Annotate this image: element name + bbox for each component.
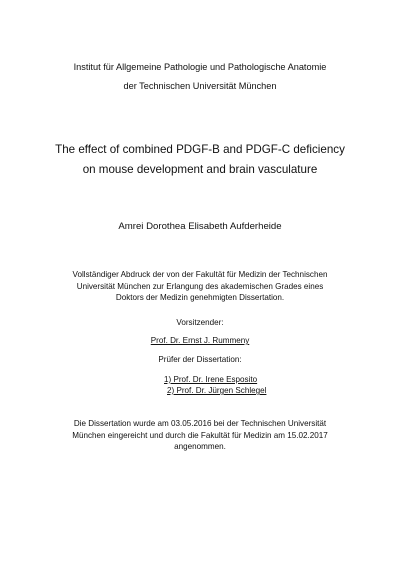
statement-line-2: Universität München zur Erlangung des akademischen Grades eines: [76, 282, 324, 291]
examiners-label: Prüfer der Dissertation:: [158, 355, 242, 364]
submission-line-1: Die Dissertation wurde am 03.05.2016 bei der Technischen Universität: [73, 419, 327, 428]
examiner-first: [164, 376, 257, 384]
institute-line-1: Institut für Allgemeine Pathologie und Pathologische Anatomie: [73, 62, 327, 72]
submission-line-2: München eingereicht und durch die Fakultät für Medizin am 15.02.2017: [72, 431, 328, 440]
chair-name-text: Prof. Dr. Ernst J. Rummeny: [150, 336, 250, 345]
examiner-first-text: 1) Prof. Dr. Irene Esposito: [164, 375, 258, 384]
title-line-2: on mouse development and brain vasculature: [82, 163, 318, 176]
author-name: Amrei Dorothea Elisabeth Aufderheide: [118, 221, 282, 232]
chair-label: Vorsitzender:: [176, 318, 224, 327]
institute-line-2: der Technischen Universität München: [123, 81, 277, 91]
chair-name: [0, 337, 400, 345]
statement-line-1: Vollständiger Abdruck der von der Fakultät für Medizin der Technischen: [72, 270, 328, 279]
examiner-second-text: 2) Prof. Dr. Jürgen Schlegel: [167, 386, 267, 395]
examiner-second: [167, 387, 266, 395]
title-line-1: The effect of combined PDGF-B and PDGF-C deficiency: [55, 143, 345, 156]
statement-line-3: Doktors der Medizin genehmigten Dissertation.: [115, 293, 285, 302]
submission-line-3: angenommen.: [174, 442, 226, 451]
